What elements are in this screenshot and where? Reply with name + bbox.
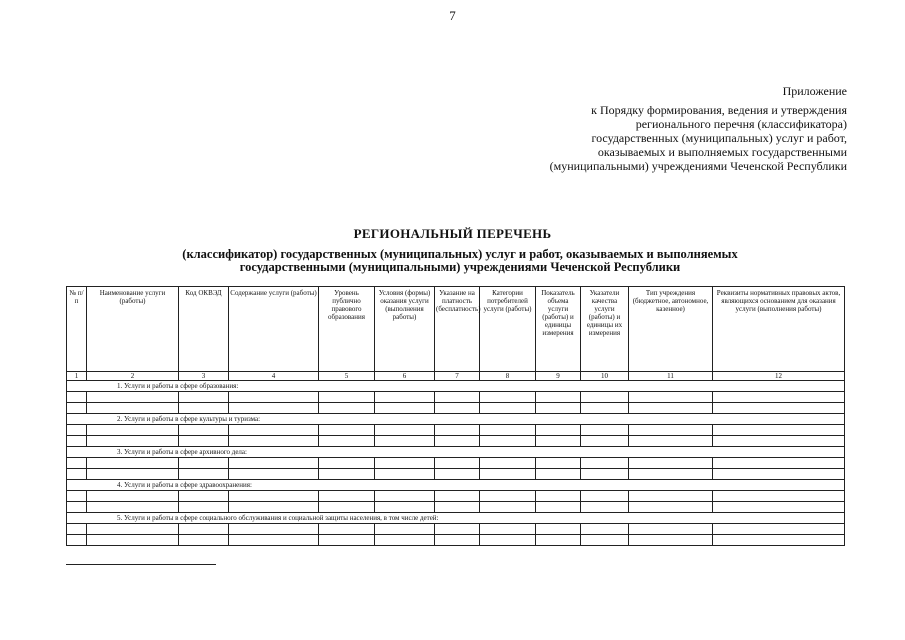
empty-cell bbox=[179, 425, 229, 436]
empty-cell bbox=[179, 403, 229, 414]
column-number: 8 bbox=[480, 372, 536, 381]
column-number: 9 bbox=[536, 372, 581, 381]
empty-cell bbox=[713, 436, 845, 447]
empty-cell bbox=[581, 524, 629, 535]
empty-cell bbox=[319, 425, 375, 436]
empty-cell bbox=[179, 535, 229, 546]
col-header-government-level: Уровень публично правового образования bbox=[319, 287, 375, 372]
empty-cell bbox=[67, 392, 87, 403]
column-number: 12 bbox=[713, 372, 845, 381]
col-header-volume-indicator: Показатель объема услуги (работы) и единицы измерения bbox=[536, 287, 581, 372]
empty-cell bbox=[713, 491, 845, 502]
empty-cell bbox=[536, 491, 581, 502]
empty-cell bbox=[713, 502, 845, 513]
column-number: 2 bbox=[87, 372, 179, 381]
empty-cell bbox=[435, 502, 480, 513]
footnote-separator bbox=[66, 564, 216, 565]
section-title: 1. Услуги и работы в сфере образования: bbox=[67, 381, 845, 392]
empty-cell bbox=[229, 524, 319, 535]
empty-cell bbox=[480, 491, 536, 502]
section-row bbox=[67, 381, 845, 392]
empty-cell bbox=[435, 535, 480, 546]
empty-cell bbox=[713, 425, 845, 436]
empty-cell bbox=[536, 403, 581, 414]
empty-cell bbox=[435, 425, 480, 436]
empty-cell bbox=[229, 502, 319, 513]
empty-cell bbox=[319, 469, 375, 480]
empty-row bbox=[67, 425, 845, 436]
empty-cell bbox=[435, 524, 480, 535]
empty-row bbox=[67, 469, 845, 480]
empty-cell bbox=[229, 425, 319, 436]
empty-cell bbox=[87, 524, 179, 535]
empty-cell bbox=[229, 535, 319, 546]
empty-cell bbox=[179, 458, 229, 469]
empty-cell bbox=[480, 403, 536, 414]
empty-cell bbox=[713, 524, 845, 535]
col-header-legal-acts: Реквизиты нормативных правовых актов, являющихся основанием для оказания услуги (выполнения работы) bbox=[713, 287, 845, 372]
empty-cell bbox=[229, 469, 319, 480]
empty-cell bbox=[319, 502, 375, 513]
empty-cell bbox=[375, 535, 435, 546]
empty-cell bbox=[581, 502, 629, 513]
empty-cell bbox=[229, 436, 319, 447]
col-header-service-name: Наименование услуги (работы) bbox=[87, 287, 179, 372]
empty-row bbox=[67, 403, 845, 414]
empty-cell bbox=[581, 535, 629, 546]
document-title: РЕГИОНАЛЬНЫЙ ПЕРЕЧЕНЬ bbox=[353, 226, 552, 241]
empty-cell bbox=[375, 502, 435, 513]
empty-cell bbox=[480, 436, 536, 447]
empty-cell bbox=[87, 436, 179, 447]
column-number: 6 bbox=[375, 372, 435, 381]
empty-cell bbox=[375, 392, 435, 403]
empty-cell bbox=[435, 392, 480, 403]
empty-cell bbox=[87, 425, 179, 436]
empty-cell bbox=[581, 436, 629, 447]
empty-cell bbox=[536, 436, 581, 447]
empty-cell bbox=[87, 392, 179, 403]
empty-cell bbox=[229, 392, 319, 403]
empty-cell bbox=[179, 392, 229, 403]
empty-cell bbox=[67, 535, 87, 546]
col-header-quality-indicators: Указатели качества услуги (работы) и единицы их измерения bbox=[581, 287, 629, 372]
empty-cell bbox=[629, 535, 713, 546]
empty-cell bbox=[87, 458, 179, 469]
col-header-conditions: Условия (формы) оказания услуги (выполнения работы) bbox=[375, 287, 435, 372]
empty-cell bbox=[536, 502, 581, 513]
empty-row bbox=[67, 436, 845, 447]
empty-cell bbox=[319, 524, 375, 535]
empty-cell bbox=[581, 491, 629, 502]
empty-cell bbox=[179, 491, 229, 502]
column-number: 10 bbox=[581, 372, 629, 381]
empty-cell bbox=[480, 425, 536, 436]
empty-cell bbox=[87, 491, 179, 502]
col-header-payment: Указание на платность (бесплатность) bbox=[435, 287, 480, 372]
empty-cell bbox=[629, 458, 713, 469]
empty-cell bbox=[375, 469, 435, 480]
section-title: 2. Услуги и работы в сфере культуры и туризма: bbox=[67, 414, 845, 425]
empty-cell bbox=[435, 436, 480, 447]
empty-cell bbox=[581, 392, 629, 403]
appendix-text: к Порядку формирования, ведения и утверждения регионального перечня (классификатора) государственных (муниципальных) услуг и работ, оказываемых и выполняемых государственными (муниципальными) учреждениями Чеченской Республики bbox=[549, 103, 847, 173]
registry-table bbox=[66, 286, 845, 546]
section-title: 3. Услуги и работы в сфере архивного дела: bbox=[67, 447, 845, 458]
empty-cell bbox=[629, 425, 713, 436]
section-row bbox=[67, 447, 845, 458]
empty-cell bbox=[536, 425, 581, 436]
empty-cell bbox=[375, 436, 435, 447]
empty-cell bbox=[229, 491, 319, 502]
empty-cell bbox=[87, 403, 179, 414]
column-numbers-row bbox=[67, 372, 845, 381]
empty-row bbox=[67, 392, 845, 403]
section-title: 5. Услуги и работы в сфере социального обслуживания и социальной защиты населения, в том числе детей: bbox=[67, 513, 845, 524]
empty-row bbox=[67, 535, 845, 546]
column-number: 11 bbox=[629, 372, 713, 381]
empty-row bbox=[67, 524, 845, 535]
empty-cell bbox=[713, 469, 845, 480]
empty-cell bbox=[319, 491, 375, 502]
column-number: 1 bbox=[67, 372, 87, 381]
empty-row bbox=[67, 491, 845, 502]
empty-cell bbox=[87, 469, 179, 480]
empty-cell bbox=[629, 392, 713, 403]
empty-cell bbox=[67, 458, 87, 469]
empty-row bbox=[67, 502, 845, 513]
section-row bbox=[67, 513, 845, 524]
empty-cell bbox=[536, 535, 581, 546]
empty-cell bbox=[375, 491, 435, 502]
header-row bbox=[67, 287, 845, 372]
col-header-number: № п/п bbox=[67, 287, 87, 372]
empty-cell bbox=[581, 425, 629, 436]
empty-cell bbox=[480, 469, 536, 480]
empty-cell bbox=[480, 535, 536, 546]
empty-cell bbox=[581, 458, 629, 469]
empty-cell bbox=[229, 458, 319, 469]
empty-cell bbox=[375, 403, 435, 414]
empty-cell bbox=[319, 436, 375, 447]
empty-cell bbox=[480, 502, 536, 513]
col-header-institution-type: Тип учреждения (бюджетное, автономное, казенное) bbox=[629, 287, 713, 372]
empty-cell bbox=[480, 392, 536, 403]
empty-cell bbox=[179, 436, 229, 447]
empty-cell bbox=[67, 403, 87, 414]
empty-cell bbox=[713, 403, 845, 414]
empty-cell bbox=[435, 403, 480, 414]
page-number: 7 bbox=[449, 8, 456, 23]
empty-cell bbox=[435, 458, 480, 469]
appendix-title: Приложение bbox=[782, 84, 847, 98]
section-row bbox=[67, 480, 845, 491]
section-row bbox=[67, 414, 845, 425]
empty-cell bbox=[67, 425, 87, 436]
empty-cell bbox=[581, 469, 629, 480]
empty-cell bbox=[536, 392, 581, 403]
col-header-consumer-categories: Категории потребителей услуги (работы) bbox=[480, 287, 536, 372]
column-number: 7 bbox=[435, 372, 480, 381]
empty-cell bbox=[87, 535, 179, 546]
column-number: 5 bbox=[319, 372, 375, 381]
empty-cell bbox=[67, 491, 87, 502]
empty-cell bbox=[435, 469, 480, 480]
empty-cell bbox=[179, 469, 229, 480]
empty-cell bbox=[713, 392, 845, 403]
empty-cell bbox=[536, 469, 581, 480]
empty-cell bbox=[480, 458, 536, 469]
empty-row bbox=[67, 458, 845, 469]
col-header-okved-code: Код ОКВЭД bbox=[179, 287, 229, 372]
empty-cell bbox=[319, 392, 375, 403]
empty-cell bbox=[319, 403, 375, 414]
section-title: 4. Услуги и работы в сфере здравоохранения: bbox=[67, 480, 845, 491]
empty-cell bbox=[87, 502, 179, 513]
empty-cell bbox=[179, 502, 229, 513]
empty-cell bbox=[319, 458, 375, 469]
empty-cell bbox=[629, 403, 713, 414]
empty-cell bbox=[629, 524, 713, 535]
empty-cell bbox=[319, 535, 375, 546]
empty-cell bbox=[480, 524, 536, 535]
empty-cell bbox=[536, 524, 581, 535]
empty-cell bbox=[629, 469, 713, 480]
column-number: 4 bbox=[229, 372, 319, 381]
empty-cell bbox=[229, 403, 319, 414]
empty-cell bbox=[67, 469, 87, 480]
col-header-service-content: Содержание услуги (работы) bbox=[229, 287, 319, 372]
empty-cell bbox=[67, 524, 87, 535]
empty-cell bbox=[375, 458, 435, 469]
column-number: 3 bbox=[179, 372, 229, 381]
empty-cell bbox=[67, 436, 87, 447]
empty-cell bbox=[713, 458, 845, 469]
empty-cell bbox=[629, 491, 713, 502]
empty-cell bbox=[375, 524, 435, 535]
empty-cell bbox=[581, 403, 629, 414]
empty-cell bbox=[67, 502, 87, 513]
empty-cell bbox=[536, 458, 581, 469]
empty-cell bbox=[713, 535, 845, 546]
empty-cell bbox=[629, 436, 713, 447]
empty-cell bbox=[629, 502, 713, 513]
empty-cell bbox=[375, 425, 435, 436]
empty-cell bbox=[179, 524, 229, 535]
empty-cell bbox=[435, 491, 480, 502]
document-subtitle: (классификатор) государственных (муниципальных) услуг и работ, оказываемых и выполняемых государственными (муниципальными) учреждениями Чеченской Республики bbox=[182, 247, 738, 274]
